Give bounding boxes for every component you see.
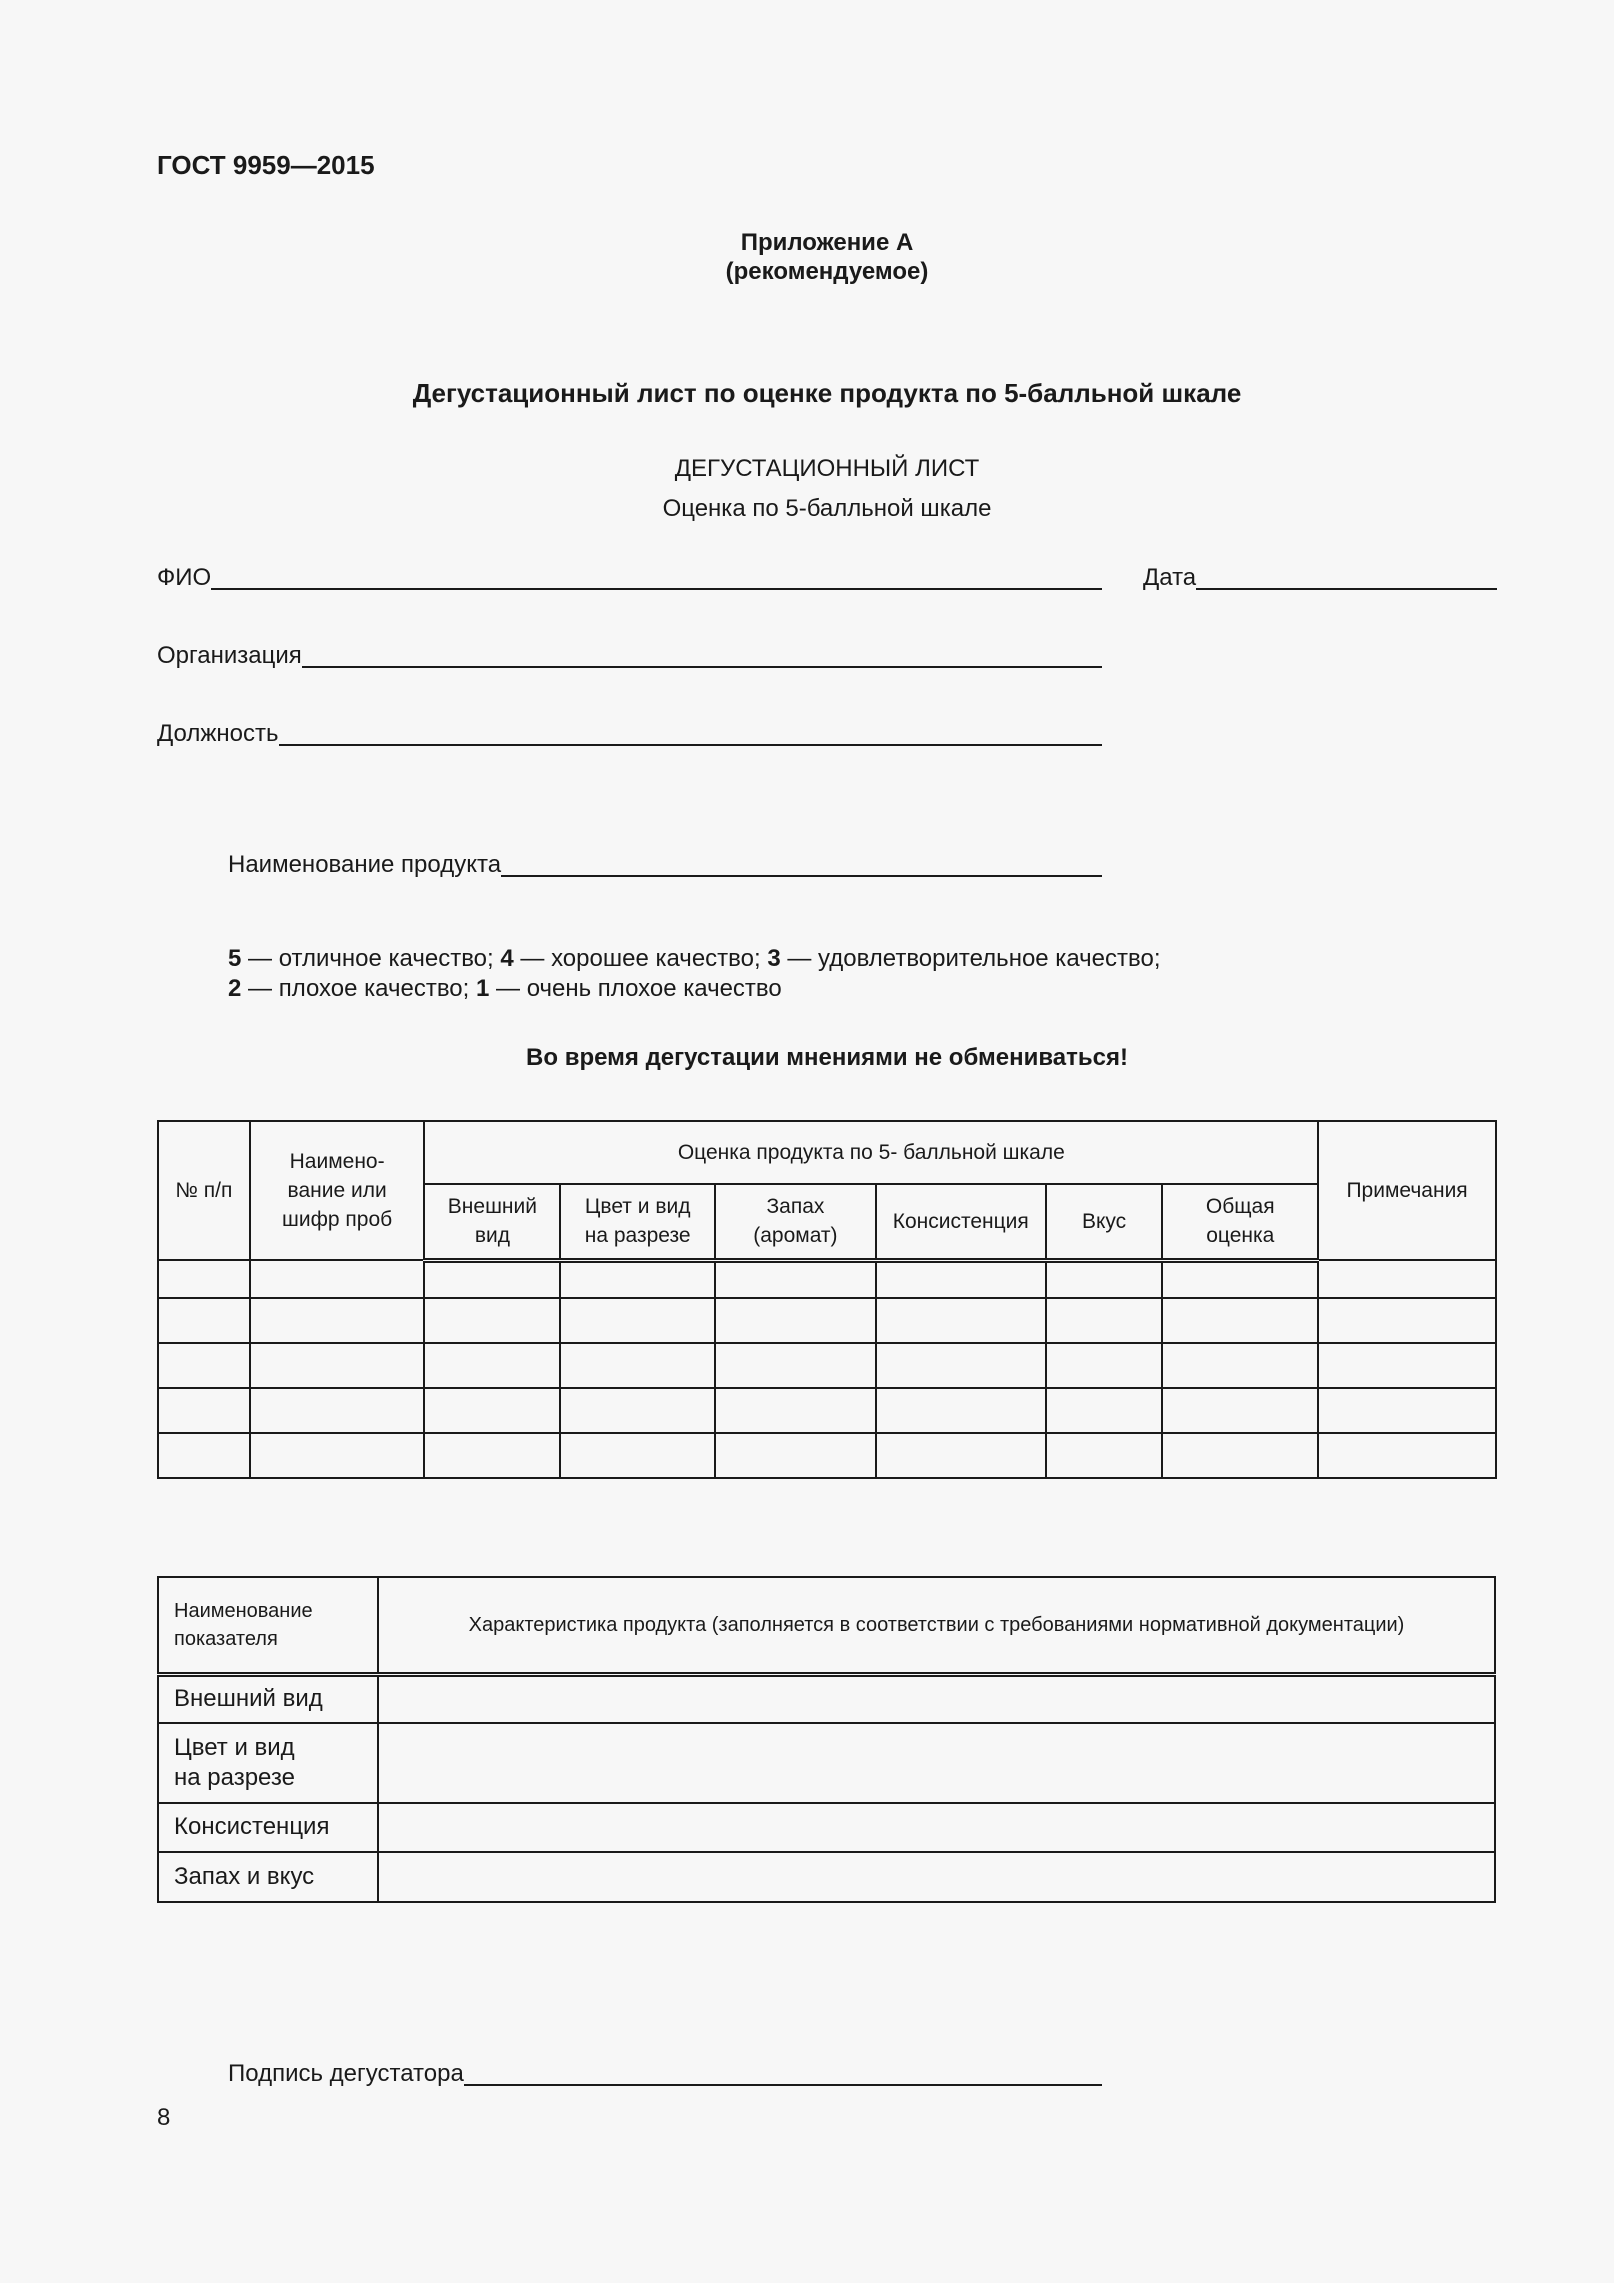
header-num: № п/п (158, 1121, 250, 1260)
header-consistency: Консистенция (876, 1184, 1046, 1260)
main-title: Дегустационный лист по оценке продукта по 5-балльной шкале (412, 378, 1242, 408)
table-row (158, 1260, 1496, 1298)
date-label: Дата (1143, 564, 1197, 591)
signature-line[interactable] (464, 2083, 1102, 2086)
score-cell[interactable] (250, 1343, 425, 1388)
organization-line[interactable] (302, 665, 1102, 668)
fio-label: ФИО (157, 564, 212, 591)
score-cell[interactable] (560, 1388, 715, 1433)
header-sample-name: Наимено- вание или шифр проб (250, 1121, 425, 1260)
score-table (157, 1120, 1497, 1479)
score-cell[interactable] (876, 1260, 1046, 1298)
date-line[interactable] (1196, 587, 1497, 590)
score-cell[interactable] (424, 1343, 560, 1388)
product-name-field[interactable] (228, 851, 1102, 879)
position-field[interactable] (157, 720, 1102, 748)
legend-line-1 (228, 944, 1161, 974)
document-code: ГОСТ 9959—2015 (157, 150, 375, 180)
score-cell[interactable] (424, 1433, 560, 1478)
legend-text: — отличное качество; (241, 945, 501, 972)
legend-score: 5 (228, 945, 242, 972)
score-table-body (158, 1260, 1496, 1478)
score-cell[interactable] (1318, 1260, 1496, 1298)
position-line[interactable] (279, 743, 1103, 746)
characteristic-cell[interactable] (378, 1803, 1495, 1852)
table-row (158, 1433, 1496, 1478)
score-cell[interactable] (1162, 1388, 1318, 1433)
score-cell[interactable] (1318, 1433, 1496, 1478)
signature-field[interactable] (228, 2060, 1102, 2088)
legend-score: 4 (500, 945, 514, 972)
header-appearance: Внешний вид (424, 1184, 560, 1260)
table-row (158, 1343, 1496, 1388)
score-cell[interactable] (876, 1433, 1046, 1478)
legend-text: — хорошее качество; (513, 945, 768, 972)
score-cell[interactable] (715, 1343, 876, 1388)
score-cell[interactable] (250, 1388, 425, 1433)
organization-label: Организация (157, 642, 302, 669)
score-cell[interactable] (158, 1433, 250, 1478)
organization-field[interactable] (157, 642, 1102, 670)
score-cell[interactable] (250, 1298, 425, 1343)
legend-score: 3 (767, 945, 781, 972)
characteristics-table (157, 1576, 1496, 1903)
score-cell[interactable] (715, 1260, 876, 1298)
sheet-subtitle: Оценка по 5-балльной шкале (662, 495, 992, 522)
header-taste: Вкус (1046, 1184, 1163, 1260)
indicator-label: Цвет и вид на разрезе (158, 1723, 378, 1803)
score-cell[interactable] (1162, 1298, 1318, 1343)
score-cell[interactable] (715, 1298, 876, 1343)
sheet-heading (0, 449, 1614, 529)
score-cell[interactable] (1318, 1388, 1496, 1433)
sheet-title: ДЕГУСТАЦИОННЫЙ ЛИСТ (674, 455, 980, 482)
indicator-label: Внешний вид (158, 1675, 378, 1723)
quality-legend (228, 944, 1161, 1004)
date-field[interactable] (1143, 564, 1497, 592)
score-cell[interactable] (1162, 1260, 1318, 1298)
score-cell[interactable] (1046, 1433, 1163, 1478)
legend-text: — очень плохое качество (489, 975, 782, 1002)
table-row (158, 1388, 1496, 1433)
legend-text: — плохое качество; (241, 975, 476, 1002)
score-cell[interactable] (424, 1388, 560, 1433)
position-label: Должность (157, 720, 279, 747)
signature-label: Подпись дегустатора (228, 2060, 464, 2087)
score-cell[interactable] (424, 1260, 560, 1298)
score-cell[interactable] (158, 1260, 250, 1298)
header-overall: Общая оценка (1162, 1184, 1318, 1260)
legend-text: — удовлетворительное качество; (780, 945, 1161, 972)
header-indicator: Наименование показателя (158, 1577, 378, 1675)
page-number: 8 (157, 2104, 171, 2131)
fio-line[interactable] (211, 587, 1102, 590)
table-row (158, 1298, 1496, 1343)
score-cell[interactable] (424, 1298, 560, 1343)
characteristic-cell[interactable] (378, 1675, 1495, 1723)
score-cell[interactable] (1046, 1260, 1163, 1298)
characteristic-cell[interactable] (378, 1723, 1495, 1803)
indicator-label: Консистенция (158, 1803, 378, 1852)
legend-line-2 (228, 974, 1161, 1004)
score-cell[interactable] (158, 1388, 250, 1433)
score-cell[interactable] (1162, 1433, 1318, 1478)
score-cell[interactable] (715, 1433, 876, 1478)
header-score-group: Оценка продукта по 5- балльной шкале (424, 1121, 1318, 1184)
header-characteristic: Характеристика продукта (заполняется в соответствии с требованиями нормативной документации) (378, 1577, 1495, 1675)
score-cell[interactable] (560, 1260, 715, 1298)
fio-field[interactable] (157, 564, 1102, 592)
score-cell[interactable] (560, 1433, 715, 1478)
score-cell[interactable] (158, 1343, 250, 1388)
score-cell[interactable] (1046, 1343, 1163, 1388)
product-name-line[interactable] (501, 874, 1102, 877)
header-notes: Примечания (1318, 1121, 1496, 1260)
score-cell[interactable] (1046, 1388, 1163, 1433)
legend-score: 2 (228, 975, 242, 1002)
warning-notice: Во время дегустации мнениями не обмениваться! (526, 1044, 1128, 1071)
legend-score: 1 (476, 975, 490, 1002)
appendix-heading (0, 228, 1614, 286)
indicator-label: Запах и вкус (158, 1852, 378, 1902)
score-cell[interactable] (158, 1298, 250, 1343)
appendix-title: Приложение А (740, 229, 914, 256)
score-cell[interactable] (876, 1388, 1046, 1433)
product-name-label: Наименование продукта (228, 851, 502, 878)
header-smell: Запах (аромат) (715, 1184, 876, 1260)
header-color-cut: Цвет и вид на разрезе (560, 1184, 715, 1260)
score-cell[interactable] (876, 1343, 1046, 1388)
score-cell[interactable] (1318, 1298, 1496, 1343)
score-cell[interactable] (715, 1388, 876, 1433)
characteristic-cell[interactable] (378, 1852, 1495, 1902)
score-cell[interactable] (1046, 1298, 1163, 1343)
score-cell[interactable] (250, 1433, 425, 1478)
score-cell[interactable] (560, 1343, 715, 1388)
score-cell[interactable] (1318, 1343, 1496, 1388)
score-cell[interactable] (1162, 1343, 1318, 1388)
score-cell[interactable] (876, 1298, 1046, 1343)
appendix-type: (рекомендуемое) (725, 258, 929, 285)
score-cell[interactable] (250, 1260, 425, 1298)
score-cell[interactable] (560, 1298, 715, 1343)
